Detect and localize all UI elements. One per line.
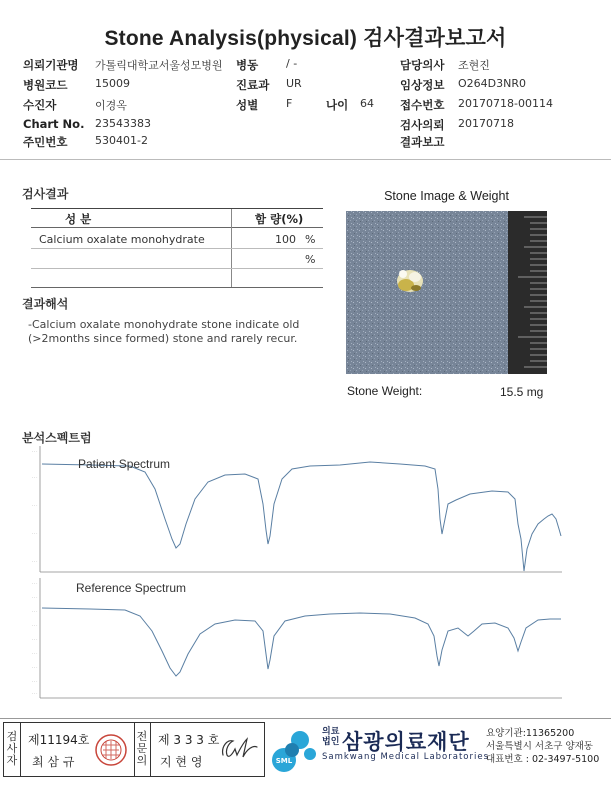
ward-label: 병동 [236, 58, 259, 72]
sml-logo-icon [270, 722, 322, 774]
vertical-char: 문 [136, 742, 148, 755]
sex-value: F [286, 97, 293, 110]
reference-spectrum-label: Reference Spectrum [76, 581, 187, 595]
svg-text:- - -: - - - [32, 679, 38, 683]
svg-text:- - -: - - - [32, 609, 38, 613]
hospital-code-value: 15009 [95, 77, 130, 90]
report-label: 결과보고 [400, 135, 445, 149]
ward-value: / - [286, 57, 298, 70]
stone-weight-value: 15.5 mg [500, 385, 544, 399]
svg-text:- - -: - - - [32, 623, 38, 627]
dept-label: 진료과 [236, 78, 270, 92]
patient-spectrum-line [42, 462, 561, 571]
test-date-value: 20170718 [458, 117, 514, 130]
sig-line [20, 723, 21, 776]
interpretation-text [28, 318, 328, 346]
receipt-label: 접수번호 [400, 98, 445, 112]
col-percent: 함 량(%) [255, 212, 304, 226]
receipt-value: 20170718-00114 [458, 97, 553, 110]
org-tag-line-1: 의료 [322, 727, 340, 737]
vertical-char: 전 [136, 730, 148, 743]
stone-photo-svg [346, 211, 547, 374]
dept-value: UR [286, 77, 302, 90]
org-phone-line: 대표번호 : 02-3497-5100 [486, 754, 600, 765]
stone-weight-label: Stone Weight: [347, 384, 423, 398]
specialist-name: 지 현 영 [160, 755, 203, 769]
org-tag-line-2: 법인 [322, 737, 340, 747]
svg-text:- - -: - - - [32, 581, 38, 585]
col-component: 성 분 [65, 212, 92, 226]
clinical-label: 임상정보 [400, 78, 445, 92]
chart-label: Chart No. [23, 117, 85, 131]
stone-image-title: Stone Image & Weight [384, 189, 509, 203]
svg-text:- - -: - - - [32, 559, 38, 563]
patient-value: 이경옥 [95, 99, 127, 112]
interpretation-section-title: 결과해석 [22, 297, 69, 311]
footer-divider [0, 718, 611, 719]
svg-text:- - -: - - - [32, 503, 38, 507]
patient-label: 수진자 [23, 98, 57, 112]
spectrum-plots [30, 444, 575, 704]
sig-line [150, 723, 151, 776]
org-tag [322, 727, 339, 747]
svg-text:- - -: - - - [32, 637, 38, 641]
svg-text:- - -: - - - [32, 531, 38, 535]
vertical-char: 자 [6, 754, 18, 767]
organization-name: 삼광의료재단 [342, 730, 470, 754]
examiner-vertical-label [5, 731, 19, 767]
svg-text:- - -: - - - [32, 449, 38, 453]
examiner-name: 최 삼 규 [32, 755, 75, 769]
signature-box [3, 722, 265, 777]
patient-spectrum-label: Patient Spectrum [78, 457, 171, 471]
interpretation-line-1: -Calcium oxalate monohydrate stone indicate old [28, 318, 300, 331]
specialist-vertical-label [135, 731, 149, 767]
hospital-code-label: 병원코드 [23, 78, 68, 92]
row-1-unit: % [305, 233, 316, 246]
reference-spectrum-plot [32, 578, 562, 698]
stone-photo [346, 211, 547, 374]
svg-text:- - -: - - - [32, 691, 38, 695]
age-value: 64 [360, 97, 374, 110]
row-1-component: Calcium oxalate monohydrate [39, 233, 205, 246]
org-code-line: 요양기관:11365200 [486, 728, 575, 739]
svg-text:- - -: - - - [32, 665, 38, 669]
svg-text:- - -: - - - [32, 651, 38, 655]
report-title: Stone Analysis(physical) 검사결과보고서 [104, 27, 507, 50]
doctor-label: 담당의사 [400, 58, 445, 72]
results-header [31, 209, 323, 228]
divider [0, 159, 611, 160]
row-1-percent: 100 [275, 233, 296, 246]
age-label: 나이 [326, 98, 349, 112]
svg-text:- - -: - - - [32, 595, 38, 599]
seal-stamp-icon [94, 733, 128, 767]
results-table [31, 208, 323, 288]
vertical-char: 사 [6, 742, 18, 755]
results-section-title: 검사결과 [22, 187, 69, 201]
organization-contact [486, 727, 599, 766]
row-line [31, 268, 323, 269]
handwritten-signature-icon [219, 733, 261, 765]
specialist-id: 제 3 3 3 호 [158, 733, 220, 747]
institution-value: 가톨릭대학교서울성모병원 [95, 59, 223, 72]
row-line [31, 248, 323, 249]
chart-value: 23543383 [95, 117, 151, 130]
doctor-value: 조현진 [458, 59, 490, 72]
org-address-line: 서울특별시 서초구 양재동 [486, 741, 593, 752]
row-2-unit: % [305, 253, 316, 266]
reference-spectrum-line [42, 608, 561, 676]
institution-label: 의뢰기관명 [23, 58, 79, 72]
logo-text: SML [275, 757, 293, 765]
spectrum-section-title: 분석스펙트럼 [22, 431, 92, 445]
vertical-char: 검 [6, 730, 18, 743]
stone-specimen [397, 270, 423, 292]
clinical-value: O264D3NR0 [458, 77, 526, 90]
sex-label: 성별 [236, 98, 259, 112]
organization-english: Samkwang Medical Laboratories [322, 752, 490, 762]
id-label: 주민번호 [23, 135, 68, 149]
id-value: 530401-2 [95, 134, 148, 147]
interpretation-line-2: (>2months since formed) stone and rarely recur. [28, 332, 298, 345]
test-date-label: 검사의뢰 [400, 118, 445, 132]
vertical-char: 의 [136, 754, 148, 767]
svg-text:- - -: - - - [32, 475, 38, 479]
examiner-id: 제11194호 [28, 733, 90, 747]
